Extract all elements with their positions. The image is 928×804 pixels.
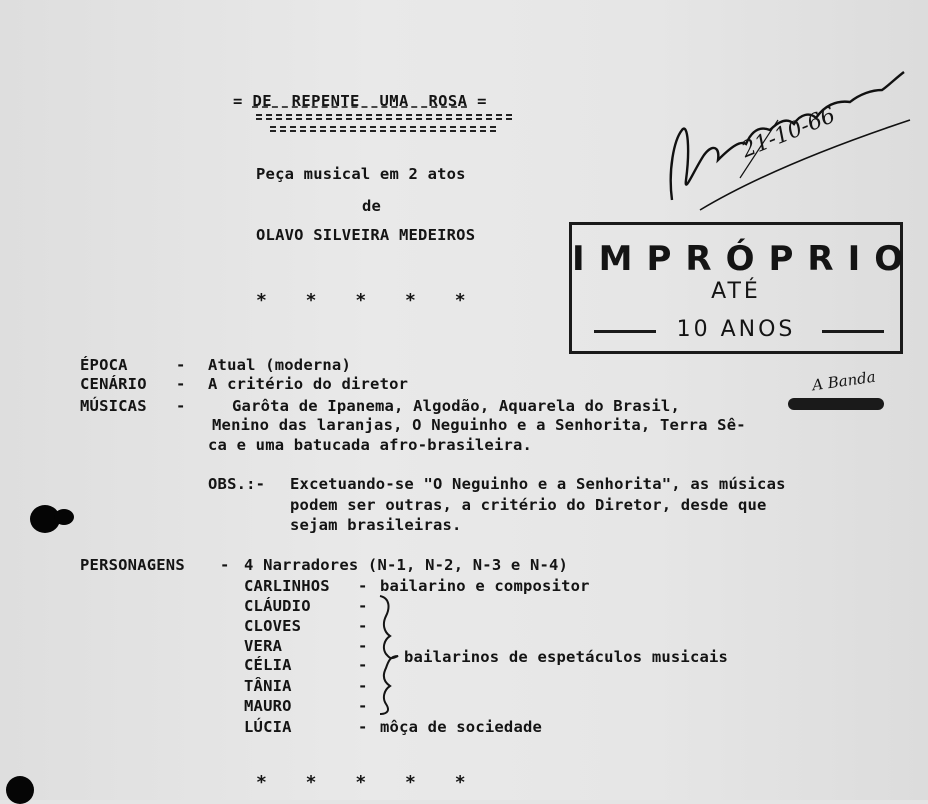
ink-blot [54, 509, 74, 525]
group-brace [376, 594, 400, 716]
handwritten-insert: A Banda [811, 367, 877, 395]
personagens-dash: - [220, 556, 230, 574]
lucia-dash: - [358, 718, 368, 736]
obs-line-3: sejam brasileiras. [290, 516, 462, 534]
stamp-age: 10 ANOS [676, 317, 796, 342]
musicas-line-1: Garôta de Ipanema, Algodão, Aquarela do Brasil, [232, 397, 680, 415]
character-vera: VERA [244, 637, 283, 655]
personagens-label: PERSONAGENS [80, 556, 185, 574]
musicas-dash: - [176, 397, 186, 415]
musicas-line-3: ca e uma batucada afro-brasileira. [208, 436, 533, 454]
group-desc: bailarinos de espetáculos musicais [404, 648, 729, 666]
rating-stamp [569, 222, 918, 354]
obs-line-1: Excetuando-se "O Neguinho e a Senhorita", as músicas [290, 475, 786, 493]
group-dash-4: - [358, 656, 368, 674]
group-dash-2: - [358, 617, 368, 635]
play-by: de [362, 197, 382, 215]
play-title: = DE REPENTE UMA ROSA = [233, 92, 487, 110]
character-tania: TÂNIA [244, 677, 292, 695]
cenario-label: CENÁRIO [80, 375, 147, 393]
separator-bottom: * * * * * [256, 772, 466, 793]
strikeout-scribble [788, 398, 884, 410]
character-cloves: CLOVES [244, 617, 302, 635]
epoca-label: ÉPOCA [80, 356, 128, 374]
group-dash-1: - [358, 597, 368, 615]
epoca-value: Atual (moderna) [208, 356, 351, 374]
character-claudio: CLÁUDIO [244, 597, 311, 615]
obs-label: OBS.:- [208, 475, 266, 493]
epoca-dash: - [176, 356, 186, 374]
obs-line-2: podem ser outras, a critério do Diretor, desde que [290, 496, 767, 514]
title-underline-1 [256, 114, 512, 120]
character-mauro: MAURO [244, 697, 292, 715]
stamp-rule-right [822, 330, 884, 333]
lucia-desc: môça de sociedade [380, 718, 543, 736]
musicas-label: MÚSICAS [80, 397, 147, 415]
narradores: 4 Narradores (N-1, N-2, N-3 e N-4) [244, 556, 569, 574]
musicas-line-2: Menino das laranjas, O Neguinho e a Senhorita, Terra Sê- [212, 416, 746, 434]
stamp-date: 21-10-66 [738, 102, 840, 164]
cenario-value: A critério do diretor [208, 375, 409, 393]
stamp-ate: ATÉ [711, 279, 761, 304]
play-subtitle: Peça musical em 2 atos [256, 165, 466, 183]
group-dash-5: - [358, 677, 368, 695]
cenario-dash: - [176, 375, 186, 393]
play-author: OLAVO SILVEIRA MEDEIROS [256, 226, 476, 244]
character-lucia: LÚCIA [244, 718, 292, 736]
group-dash-6: - [358, 697, 368, 715]
carlinhos-desc: bailarino e compositor [380, 577, 590, 595]
group-dash-3: - [358, 637, 368, 655]
character-carlinhos: CARLINHOS [244, 577, 330, 595]
carlinhos-dash: - [358, 577, 368, 595]
separator-top: * * * * * [256, 290, 466, 311]
character-celia: CÉLIA [244, 656, 292, 674]
play-title-text: DE REPENTE UMA ROSA [252, 92, 468, 110]
title-underline-2 [270, 126, 496, 132]
stamp-improprio: IMPRÓPRIO [572, 239, 918, 279]
